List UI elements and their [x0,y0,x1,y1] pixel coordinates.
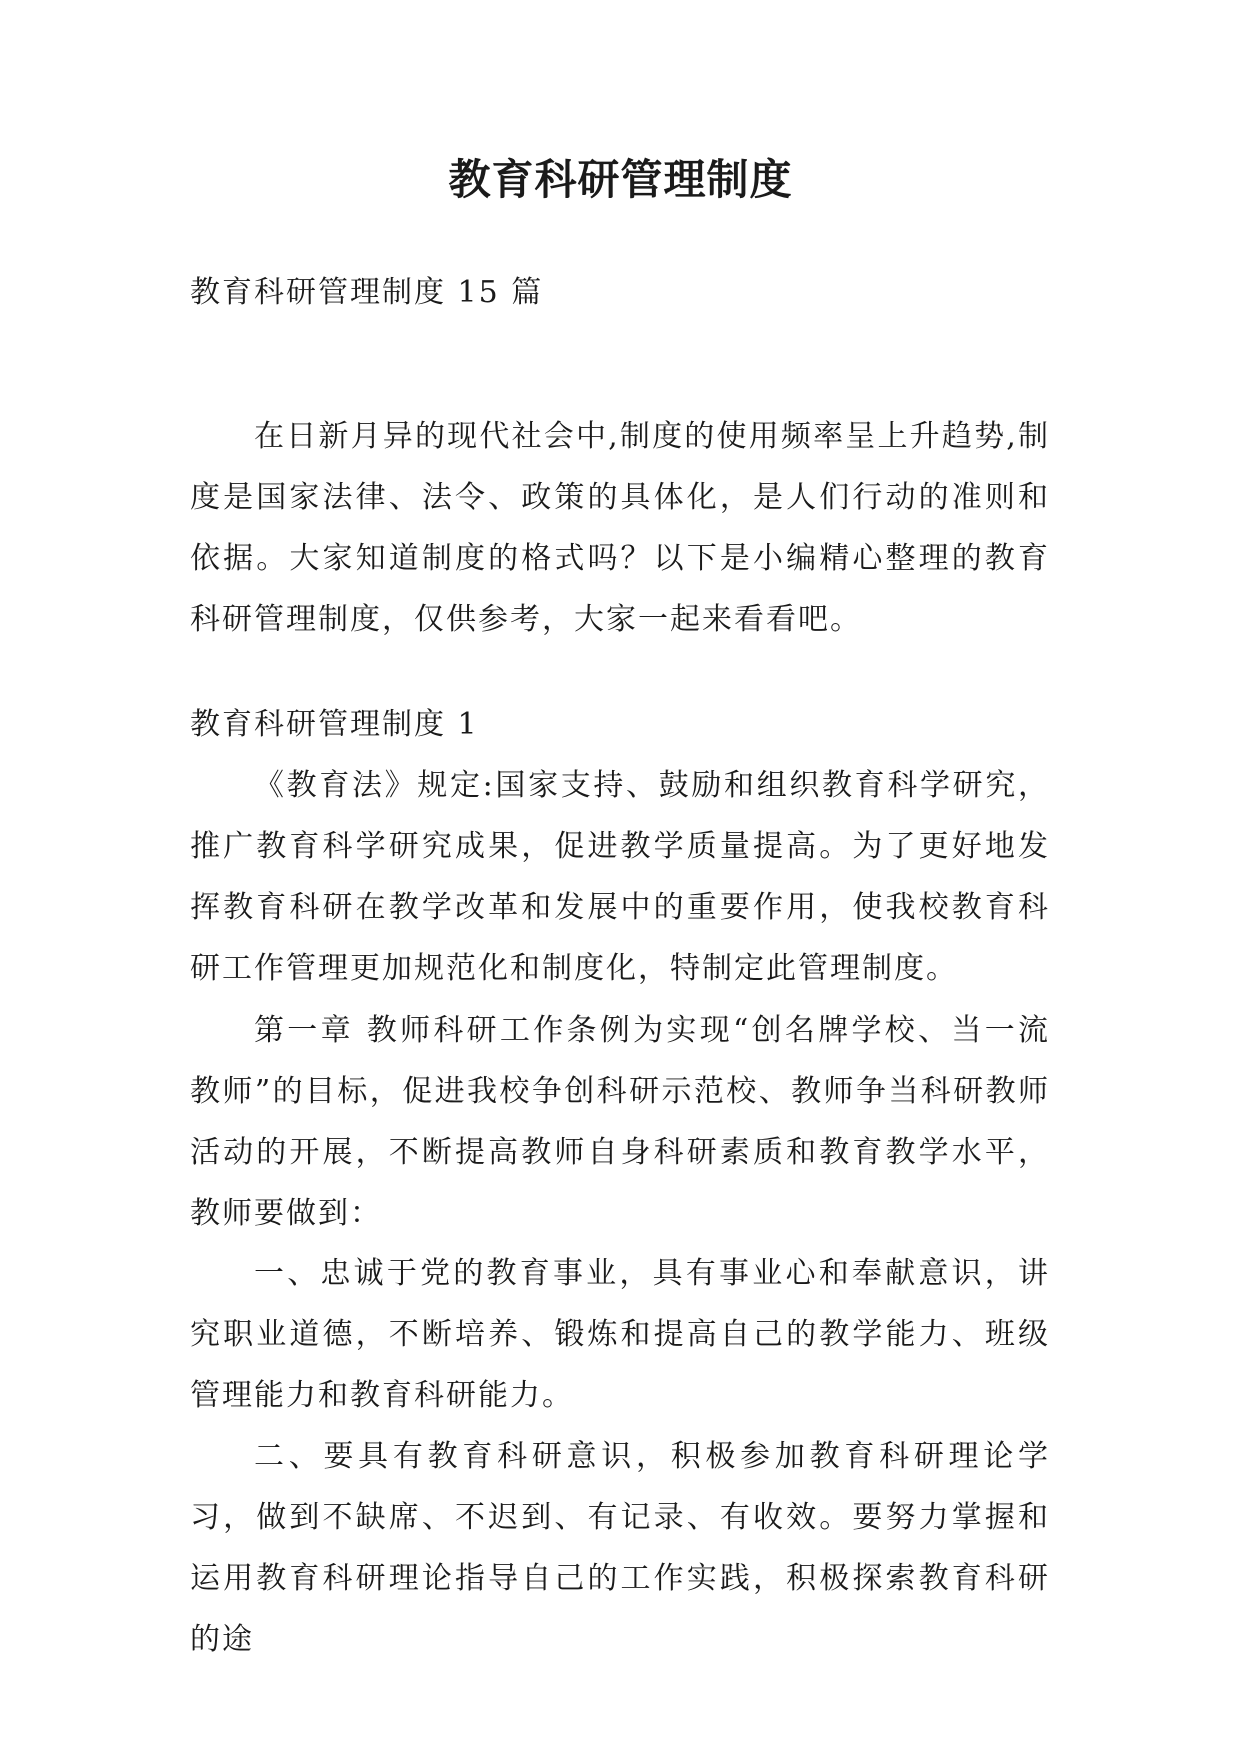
section-heading: 教育科研管理制度 1 [190,707,479,742]
intro-paragraph: 在日新月异的现代社会中,制度的使用频率呈上升趋势,制度是国家法律、法令、政策的具体化，是人们行动的准则和依据。大家知道制度的格式吗？以下是小编精心整理的教育科研管理制度，仅供参考，大家一起来看看吧。 [190,419,1050,637]
body-paragraph-law: 《教育法》规定:国家支持、鼓励和组织教育科学研究，推广教育科学研究成果，促进教学质量提高。为了更好地发挥教育科研在教学改革和发展中的重要作用，使我校教育科研工作管理更加规范化和制度化，特制定此管理制度。 [190,768,1050,986]
body-paragraph-item2: 二、要具有教育科研意识，积极参加教育科研理论学习，做到不缺席、不迟到、有记录、有收效。要努力掌握和运用教育科研理论指导自己的工作实践，积极探索教育科研的途 [190,1439,1050,1657]
document-title: 教育科研管理制度 [448,155,793,204]
document-subtitle: 教育科研管理制度 15 篇 [190,275,544,310]
body-paragraph-item1: 一、忠诚于党的教育事业，具有事业心和奉献意识，讲究职业道德，不断培养、锻炼和提高自己的教学能力、班级管理能力和教育科研能力。 [190,1256,1050,1413]
body-paragraph-chapter1: 第一章 教师科研工作条例为实现“创名牌学校、当一流教师”的目标，促进我校争创科研示范校、教师争当科研教师活动的开展，不断提高教师自身科研素质和教育教学水平，教师要做到： [190,1013,1050,1231]
